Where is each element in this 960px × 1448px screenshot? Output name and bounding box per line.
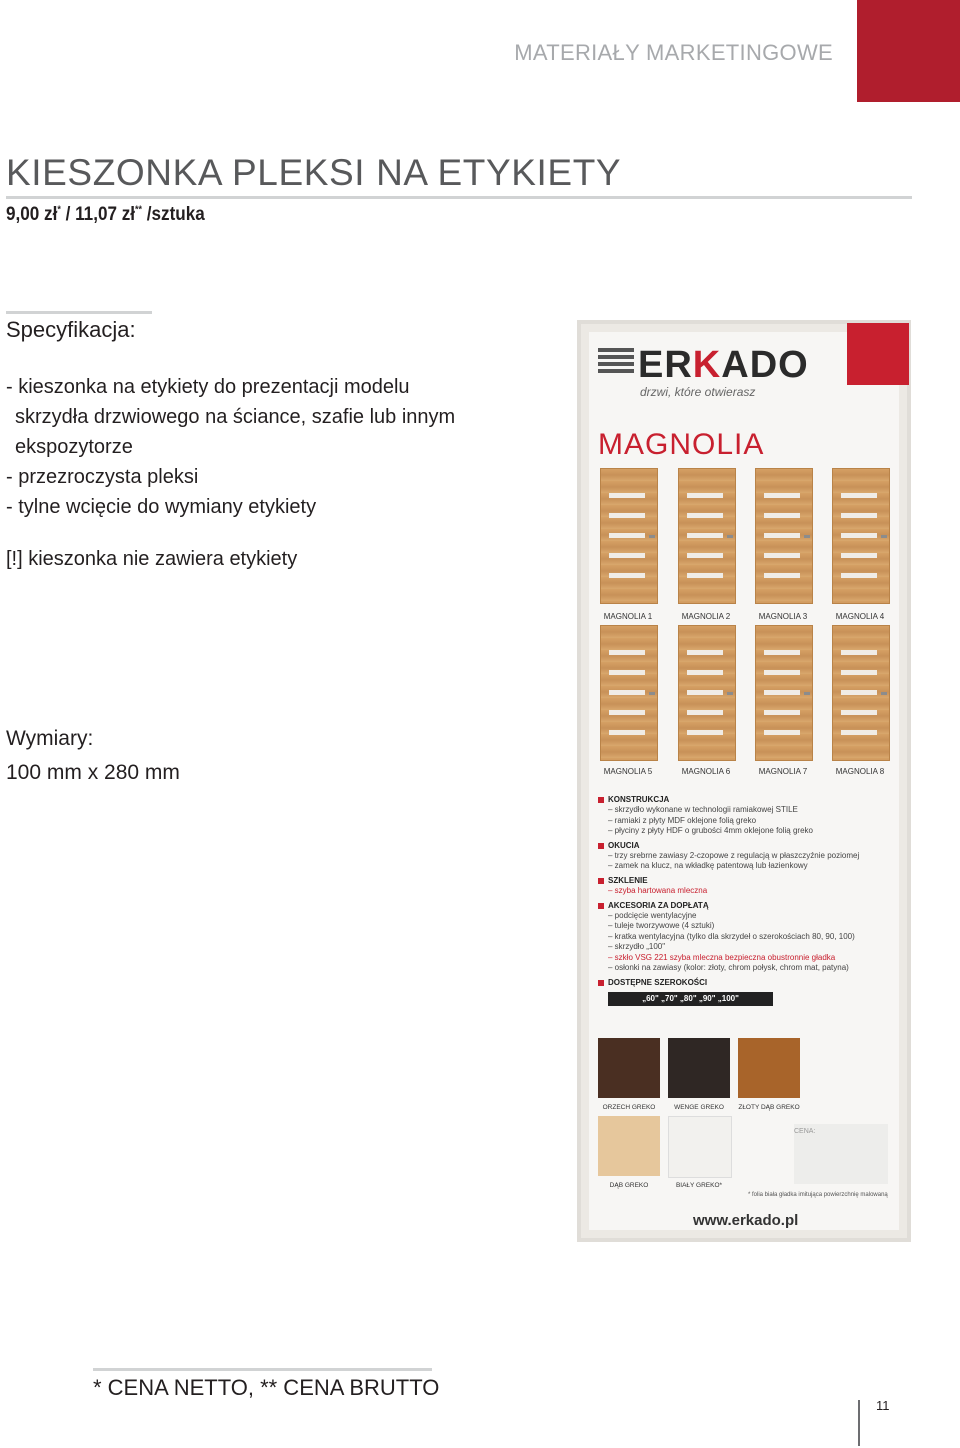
model-title: MAGNOLIA: [598, 428, 765, 461]
spec-section-heading: OKUCIA: [598, 841, 888, 851]
door-thumbnail: [600, 468, 658, 604]
finish-swatch: [598, 1116, 660, 1176]
spec-section-item: – kratka wentylacyjna (tylko dla skrzydeł o szerokościach 80, 90, 100): [608, 931, 855, 941]
price-legend: * CENA NETTO, ** CENA BRUTTO: [93, 1375, 440, 1400]
finish-label: WENGE GREKO: [674, 1104, 724, 1111]
price-net: 9,00 zł: [6, 204, 58, 225]
spec-section-heading: DOSTĘPNE SZEROKOŚCI: [598, 978, 888, 988]
door-label: MAGNOLIA 1: [603, 612, 653, 621]
door-label: MAGNOLIA 5: [603, 767, 653, 776]
product-title: KIESZONKA PLEKSI NA ETYKIETY: [6, 152, 622, 193]
page-number-rule: [858, 1400, 860, 1446]
dimensions-heading: Wymiary:: [6, 727, 94, 750]
finish-swatch: [668, 1038, 730, 1098]
finish-swatch: [668, 1116, 732, 1178]
erkado-logo-icon: [598, 348, 634, 378]
spec-line: - przezroczysta pleksi: [6, 466, 199, 488]
spec-line: ekspozytorze: [15, 436, 133, 458]
door-label: MAGNOLIA 7: [758, 767, 808, 776]
spec-divider: [6, 311, 152, 314]
spec-section-heading: KONSTRUKCJA: [598, 795, 888, 805]
door-label: MAGNOLIA 4: [835, 612, 885, 621]
spec-line: - tylne wcięcie do wymiany etykiety: [6, 496, 317, 518]
spec-list: [6, 372, 455, 522]
title-divider: [6, 196, 912, 199]
price-box-label: CENA:: [794, 1128, 816, 1135]
finish-label: DĄB GREKO: [609, 1182, 649, 1189]
door-thumbnail: [832, 468, 890, 604]
brand-accent-block: [857, 0, 960, 102]
spec-section-item: – trzy srebrne zawiasy 2-czopowe z regulacją w płaszczyźnie poziomej: [608, 851, 860, 861]
label-red-corner: [847, 323, 909, 385]
door-thumbnail: [755, 468, 813, 604]
label-specs: [598, 795, 888, 988]
spec-line: - kieszonka na etykiety do prezentacji modelu: [6, 376, 410, 398]
finish-swatch: [598, 1038, 660, 1098]
label-footnote: * folia biała gładka imitująca powierzchnię malowaną: [748, 1192, 888, 1198]
spec-section-item: – płyciny z płyty HDF o grubości 4mm oklejone folią greko: [608, 826, 813, 836]
price-unit: /sztuka: [142, 204, 205, 225]
spec-section-heading: SZKLENIE: [598, 876, 888, 886]
price-net-mark: *: [57, 204, 61, 216]
dimensions-value: 100 mm x 280 mm: [6, 761, 180, 784]
widths-bar: „60" „70" „80" „90" „100": [608, 992, 773, 1006]
finish-label: BIAŁY GREKO*: [675, 1182, 723, 1189]
erkado-logo: ERKADO: [638, 344, 809, 386]
footer-divider: [93, 1368, 432, 1371]
spec-note: [!] kieszonka nie zawiera etykiety: [6, 548, 298, 570]
section-label: MATERIAŁY MARKETINGOWE: [514, 40, 833, 65]
website-url: www.erkado.pl: [693, 1212, 799, 1229]
door-label: MAGNOLIA 8: [835, 767, 885, 776]
spec-section-heading: AKCESORIA ZA DOPŁATĄ: [598, 901, 888, 911]
spec-section-item: – skrzydło wykonane w technologii ramiakowej STILE: [608, 805, 798, 815]
door-label: MAGNOLIA 3: [758, 612, 808, 621]
price-gross-mark: **: [135, 204, 143, 216]
price-line: [6, 204, 205, 226]
spec-section-item: – osłonki na zawiasy (kolor: złoty, chrom połysk, chrom mat, patyna): [608, 963, 849, 973]
spec-section-item: – tuleje tworzywowe (4 sztuki): [608, 921, 715, 931]
dimensions: [6, 722, 180, 790]
door-thumbnail: [678, 625, 736, 761]
door-label: MAGNOLIA 2: [681, 612, 731, 621]
door-thumbnail: [832, 625, 890, 761]
spec-section-item: – podcięcie wentylacyjne: [608, 911, 697, 921]
door-thumbnail: [755, 625, 813, 761]
spec-section-item: – zamek na klucz, na wkładkę patentową lub łazienkowy: [608, 861, 808, 871]
spec-section-item: – ramiaki z płyty MDF oklejone folią greko: [608, 815, 757, 825]
finish-swatch: [738, 1038, 800, 1098]
page-number: 11: [876, 1398, 890, 1413]
door-thumbnail: [678, 468, 736, 604]
price-separator: /: [60, 204, 76, 225]
logo-tagline: drzwi, które otwierasz: [640, 385, 756, 399]
spec-section-item: – skrzydło „100": [608, 942, 666, 952]
price-gross: 11,07 zł: [75, 204, 136, 225]
spec-section-item: – szkło VSG 221 szyba mleczna bezpieczna obustronnie gładka: [608, 952, 836, 962]
finish-label: ORZECH GREKO: [602, 1104, 656, 1111]
door-thumbnail: [600, 625, 658, 761]
spec-heading: Specyfikacja:: [6, 317, 136, 342]
door-label: MAGNOLIA 6: [681, 767, 731, 776]
finish-label: ZŁOTY DĄB GREKO: [738, 1104, 800, 1111]
spec-section-item: – szyba hartowana mleczna: [608, 886, 708, 896]
spec-line: skrzydła drzwiowego na ściance, szafie lub innym: [15, 406, 456, 428]
